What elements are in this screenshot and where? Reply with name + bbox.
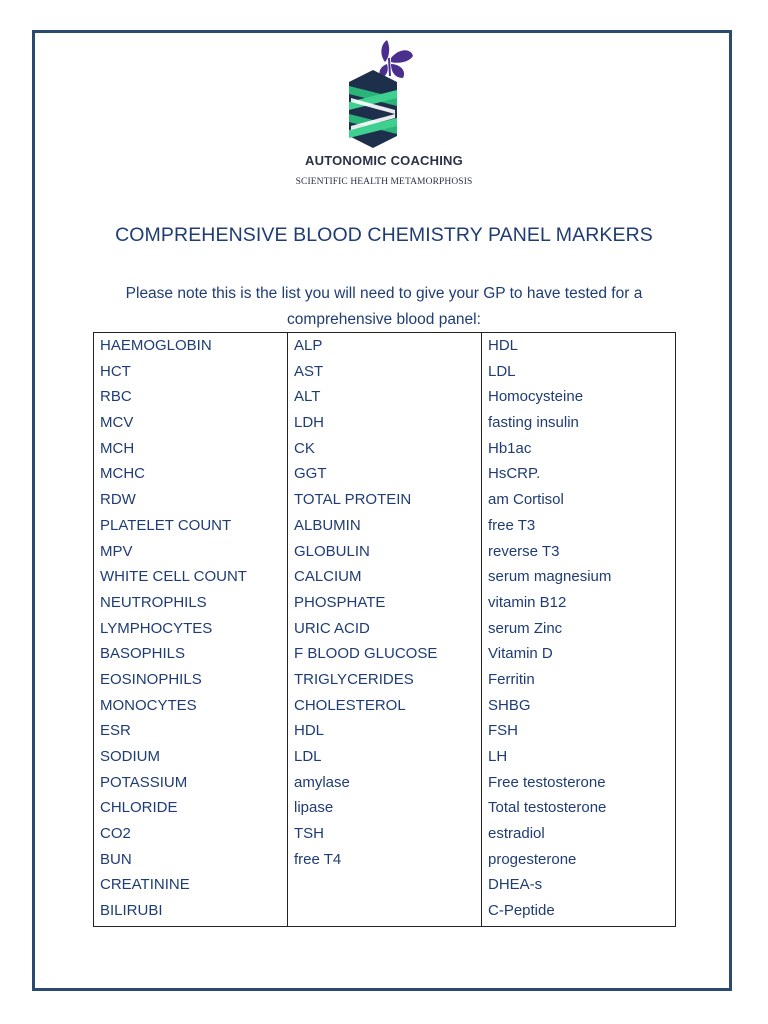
marker-item: MCHC xyxy=(100,465,145,483)
marker-item: TOTAL PROTEIN xyxy=(294,491,412,509)
marker-item: free T3 xyxy=(488,516,536,534)
marker-item: Vitamin D xyxy=(488,645,553,663)
marker-item: HsCRP. xyxy=(488,465,541,483)
markers-table xyxy=(93,332,676,927)
marker-item: ALBUMIN xyxy=(294,516,361,534)
marker-item: Homocysteine xyxy=(488,388,584,406)
marker-item: CREATININE xyxy=(100,876,190,894)
marker-item: Ferritin xyxy=(488,670,535,688)
marker-item: serum Zinc xyxy=(488,619,563,637)
page-title: COMPREHENSIVE BLOOD CHEMISTRY PANEL MARKERS xyxy=(115,224,653,246)
marker-item: TRIGLYCERIDES xyxy=(294,670,414,688)
marker-item: am Cortisol xyxy=(488,491,564,509)
marker-item: HAEMOGLOBIN xyxy=(100,337,212,354)
marker-item: RDW xyxy=(100,491,136,509)
marker-item: LYMPHOCYTES xyxy=(100,619,213,637)
marker-item: LDL xyxy=(488,362,516,380)
marker-item: F BLOOD GLUCOSE xyxy=(294,645,438,663)
column-1 xyxy=(94,333,288,927)
marker-item: CALCIUM xyxy=(294,568,362,586)
marker-item: GGT xyxy=(294,465,327,483)
marker-item: Free testosterone xyxy=(488,773,606,791)
brand-name: AUTONOMIC COACHING xyxy=(305,153,463,168)
marker-item: BUN xyxy=(100,850,132,868)
marker-item: AST xyxy=(294,362,324,380)
marker-item: ALP xyxy=(294,337,323,354)
column-2 xyxy=(288,333,482,927)
logo xyxy=(0,36,768,148)
marker-item: MCH xyxy=(100,439,135,457)
marker-item: ALT xyxy=(294,388,321,406)
marker-item: SODIUM xyxy=(100,748,160,765)
marker-item: PLATELET COUNT xyxy=(100,516,232,534)
marker-item: HDL xyxy=(294,722,325,740)
marker-item: WHITE CELL COUNT xyxy=(100,568,247,586)
marker-item: BASOPHILS xyxy=(100,645,186,663)
marker-item: free T4 xyxy=(294,850,342,868)
marker-item: MPV xyxy=(100,542,133,560)
marker-item: SHBG xyxy=(488,696,531,714)
marker-item: CHLORIDE xyxy=(100,799,178,817)
marker-item: lipase xyxy=(294,799,334,817)
marker-item: NEUTROPHILS xyxy=(100,593,207,611)
marker-item: CHOLESTEROL xyxy=(294,696,406,714)
marker-item: HDL xyxy=(488,337,519,354)
column-3 xyxy=(482,333,676,927)
marker-item: Hb1ac xyxy=(488,439,532,457)
marker-item: fasting insulin xyxy=(488,414,579,432)
marker-item: MONOCYTES xyxy=(100,696,197,714)
marker-item: PHOSPHATE xyxy=(294,593,386,611)
marker-item: DHEA-s xyxy=(488,876,543,894)
marker-item: POTASSIUM xyxy=(100,773,188,791)
marker-item: BILIRUBI xyxy=(100,902,163,920)
marker-item: FSH xyxy=(488,722,518,740)
marker-item: MCV xyxy=(100,414,134,432)
marker-item: RBC xyxy=(100,388,132,406)
marker-item: URIC ACID xyxy=(294,619,370,637)
marker-item: LDL xyxy=(294,748,322,765)
instruction-note: Please note this is the list you will need to give your GP to have tested for a comprehensive blood panel: xyxy=(125,285,643,328)
marker-item: EOSINOPHILS xyxy=(100,670,202,688)
marker-item: HCT xyxy=(100,362,131,380)
dna-helix-butterfly-logo-icon xyxy=(329,36,439,148)
brand-tagline: SCIENTIFIC HEALTH METAMORPHOSIS xyxy=(295,177,473,187)
marker-item: serum magnesium xyxy=(488,568,612,586)
marker-item: CO2 xyxy=(100,825,131,843)
marker-item: LH xyxy=(488,748,508,765)
marker-item: C-Peptide xyxy=(488,902,555,920)
marker-item: GLOBULIN xyxy=(294,542,370,560)
marker-item: progesterone xyxy=(488,850,577,868)
marker-item: vitamin B12 xyxy=(488,593,567,611)
marker-item: TSH xyxy=(294,825,324,843)
table-row xyxy=(94,333,676,927)
marker-item: amylase xyxy=(294,773,350,791)
marker-item: Total testosterone xyxy=(488,799,607,817)
marker-item: reverse T3 xyxy=(488,542,560,560)
marker-item: LDH xyxy=(294,414,325,432)
marker-item: ESR xyxy=(100,722,131,740)
marker-item: estradiol xyxy=(488,825,545,843)
marker-item: CK xyxy=(294,439,315,457)
